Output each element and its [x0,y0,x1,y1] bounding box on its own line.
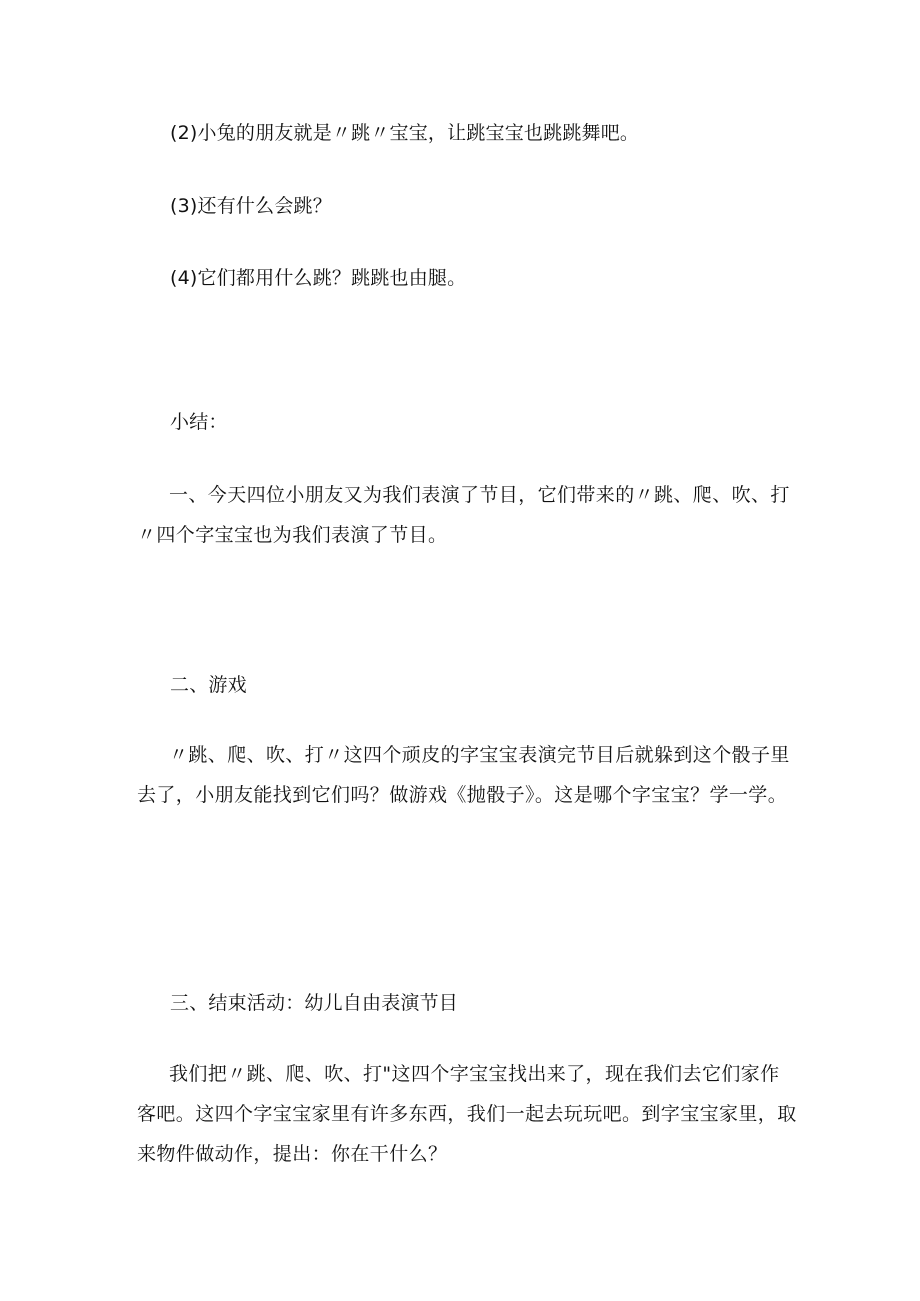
section-2-heading: 二、游戏 [170,674,247,696]
section-3-body [137,1054,797,1174]
summary-point-1 [137,475,797,555]
list-item-3: (3)还有什么会跳？ [170,195,332,217]
summary-point-1-text: 一、今天四位小朋友又为我们表演了节目，它们带来的〃跳、爬、吹、打〃四个字宝宝也为我们表演了节目。 [137,484,790,546]
list-item-2: (2)小兔的朋友就是〃跳〃宝宝，让跳宝宝也跳跳舞吧。 [170,122,640,144]
summary-heading: 小结： [170,411,228,433]
section-2-body-text: 〃跳、爬、吹、打〃这四个顽皮的字宝宝表演完节目后就躲到这个骰子里去了，小朋友能找到它们吗？做游戏《抛骰子》。这是哪个字宝宝？学一学。 [137,744,790,806]
section-3-body-text: 我们把〃跳、爬、吹、打"这四个字宝宝找出来了，现在我们去它们家作客吧。这四个字宝宝家里有许多东西，我们一起去玩玩吧。到字宝宝家里，取来物件做动作，提出：你在干什么？ [137,1063,797,1165]
section-3-heading: 三、结束活动：幼儿自由表演节目 [170,992,459,1014]
section-2-body [137,735,797,815]
list-item-4: (4)它们都用什么跳？跳跳也由腿。 [170,267,467,289]
